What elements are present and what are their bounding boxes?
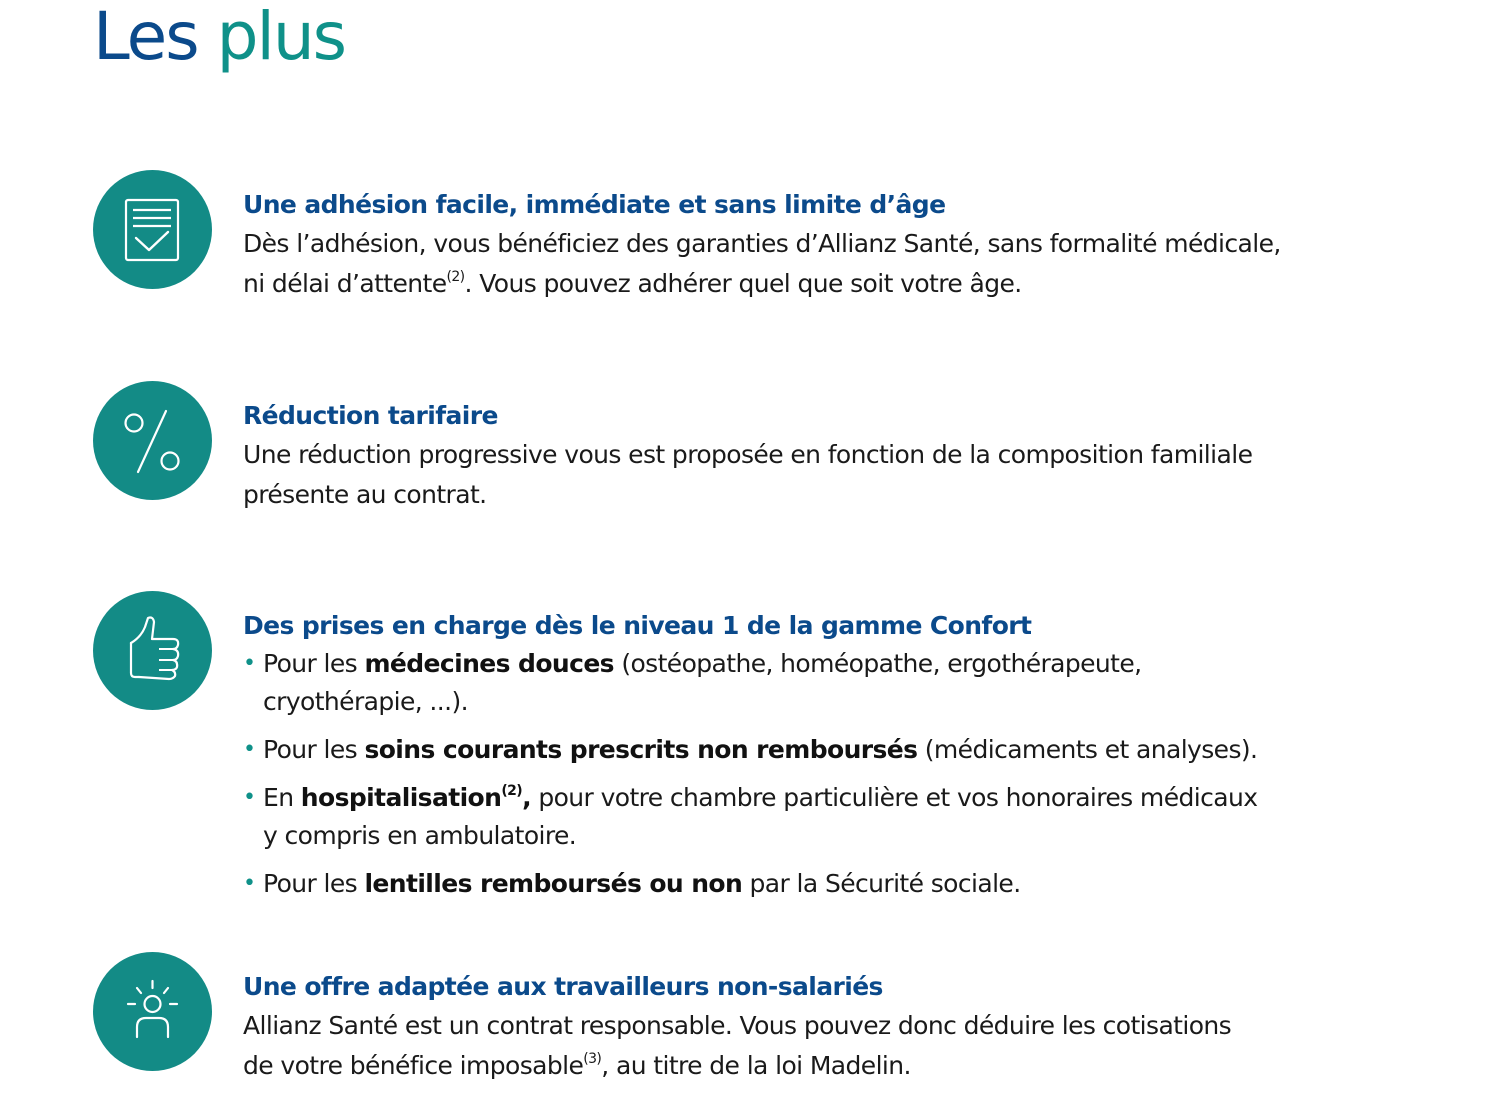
- bullet-marker: •: [243, 737, 256, 762]
- feature-description-fragment: . Vous pouvez adhérer quel que soit votre âge.: [464, 269, 1022, 298]
- checklist-document-icon: [93, 170, 212, 289]
- list-item-line: [263, 779, 1423, 817]
- list-item-bold: hospitalisation: [300, 783, 502, 812]
- feature-icon-badge: [93, 952, 212, 1071]
- feature-description-line: [243, 1046, 1423, 1086]
- footnote-ref: (2): [446, 269, 465, 285]
- feature-description-line: Dès l’adhésion, vous bénéficiez des garanties d’Allianz Santé, sans formalité médicale,: [243, 229, 1281, 258]
- feature-icon-badge: [93, 591, 212, 710]
- list-item-text: (médicaments et analyses).: [917, 735, 1258, 764]
- list-item-line: [263, 731, 1423, 769]
- feature-description-line: Une réduction progressive vous est proposée en fonction de la composition familiale: [243, 440, 1253, 469]
- feature-description-fragment: , au titre de la loi Madelin.: [601, 1051, 911, 1080]
- list-item-line: [263, 645, 1423, 683]
- thumbs-up-icon: [93, 591, 212, 710]
- bullet-marker: •: [243, 651, 256, 676]
- page-title-les: Les: [93, 0, 198, 75]
- list-item-text: par la Sécurité sociale.: [742, 869, 1021, 898]
- feature-description-line: [243, 264, 1423, 304]
- feature-description-fragment: de votre bénéfice imposable: [243, 1051, 584, 1080]
- bullet-marker: •: [243, 871, 256, 896]
- feature-description-fragment: ni délai d’attente: [243, 269, 447, 298]
- list-item-line: [263, 865, 1423, 903]
- footnote-ref: (3): [583, 1051, 602, 1067]
- feature-heading: Réduction tarifaire: [243, 401, 498, 430]
- feature-content: [243, 968, 1423, 1086]
- feature-content: [243, 186, 1423, 304]
- page-title-plus: plus: [216, 0, 346, 75]
- list-item-text: Pour les: [263, 649, 365, 678]
- feature-heading: Des prises en charge dès le niveau 1 de la gamme Confort: [243, 611, 1032, 640]
- list-item-line: y compris en ambulatoire.: [263, 821, 577, 850]
- feature-icon-badge: [93, 381, 212, 500]
- list-item: [243, 779, 1423, 855]
- feature-description: [243, 1006, 1423, 1086]
- page-title: [93, 0, 345, 80]
- person-idea-icon: [93, 952, 212, 1071]
- list-item-text: (ostéopathe, homéopathe, ergothérapeute,: [613, 649, 1142, 678]
- footnote-ref: (2): [501, 783, 523, 799]
- bullet-list: [243, 645, 1423, 903]
- feature-description-line: présente au contrat.: [243, 480, 487, 509]
- list-item: [243, 865, 1423, 903]
- list-item-bold: médecines douces: [364, 649, 614, 678]
- list-item-bold: soins courants prescrits non remboursés: [364, 735, 918, 764]
- list-item-text: Pour les: [263, 735, 365, 764]
- feature-description: [243, 224, 1423, 304]
- percent-icon: [93, 381, 212, 500]
- feature-icon-badge: [93, 170, 212, 289]
- feature-description: [243, 435, 1423, 515]
- list-item-bold: ,: [522, 783, 531, 812]
- feature-description-line: Allianz Santé est un contrat responsable. Vous pouvez donc déduire les cotisations: [243, 1011, 1232, 1040]
- list-item: [243, 731, 1423, 769]
- list-item-text: pour votre chambre particulière et vos honoraires médicaux: [530, 783, 1258, 812]
- feature-heading: Une offre adaptée aux travailleurs non-salariés: [243, 972, 883, 1001]
- list-item-bold: lentilles remboursés ou non: [364, 869, 743, 898]
- feature-content: [243, 607, 1423, 913]
- list-item-line: cryothérapie, ...).: [263, 687, 468, 716]
- list-item-text: En: [263, 783, 301, 812]
- bullet-marker: •: [243, 785, 256, 810]
- feature-content: [243, 397, 1423, 515]
- feature-heading: Une adhésion facile, immédiate et sans limite d’âge: [243, 190, 946, 219]
- list-item: [243, 645, 1423, 721]
- list-item-text: Pour les: [263, 869, 365, 898]
